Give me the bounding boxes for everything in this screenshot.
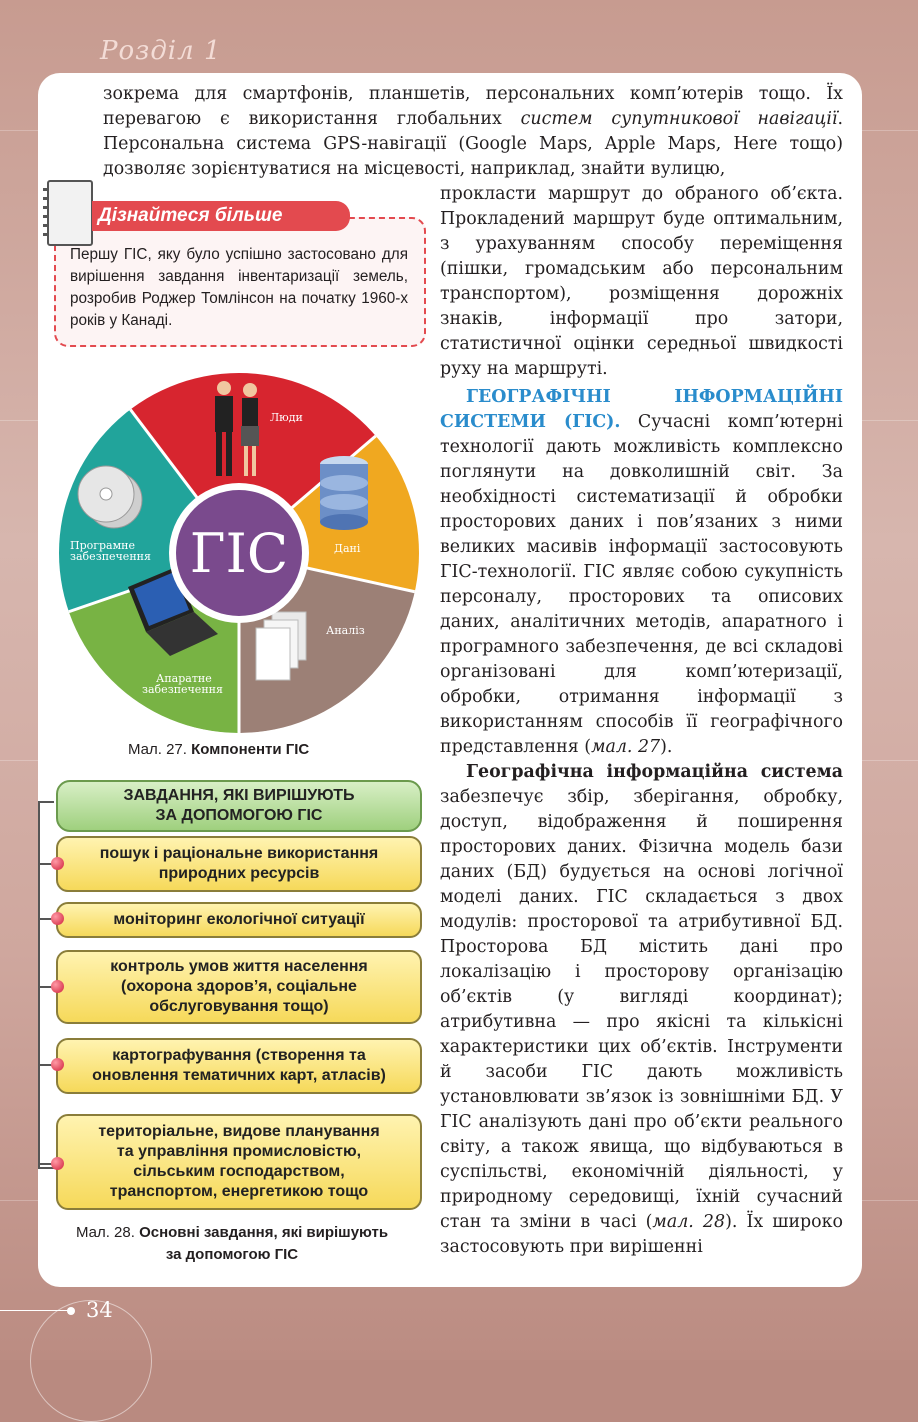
people-label: Люди	[270, 411, 303, 424]
task-line: картографування (створення та	[112, 1047, 366, 1064]
bullet-dot-icon	[51, 912, 64, 925]
task-line: оновлення тематичних карт, атласів)	[92, 1067, 386, 1084]
hardware-label-2: забезпечення	[142, 683, 223, 696]
gis-ref-28: мал. 28	[652, 1212, 726, 1232]
software-label-1: Програмне	[70, 539, 136, 552]
figure28-caption	[42, 1222, 422, 1266]
intro-emphasis: систем супутникової навігації	[520, 109, 838, 129]
analysis-label: Аналіз	[326, 624, 365, 637]
figure27-caption	[128, 741, 309, 758]
tasks-header	[56, 780, 422, 832]
figure28-caption-prefix: Мал. 28.	[75, 1224, 140, 1241]
hardware-label-1: Апаратне	[156, 672, 212, 685]
gis-text-2: забезпечує збір, зберігання, обробку, доступ, відображення й поширення просторових даних. Фізична модель бази даних (БД) будується на основі логічної моделі даних. ГІС складається з двох модулів: просторової та атрибутивної БД. Просторова БД містить дані про локалізацію і просторову організацію об’єктів (у вигляді координат); атрибутивна — про якісні та кількісні характеристики цих об’єктів. Інструменти й засоби ГІС дають можливість установлювати зв’язок із зовнішніми БД. У ГІС аналізують дані про об’єкти реального світу, а також явища, що відбуваються в суспільстві, економічній діяльності, у природному середовищі, їхній сучасний стан та зміни в часі (	[440, 787, 843, 1232]
task-item	[56, 1038, 422, 1094]
bullet-dot-icon	[51, 1058, 64, 1071]
task-item	[56, 950, 422, 1024]
page-number: 34	[86, 1298, 113, 1322]
figure28-caption-title-2: за допомогою ГІС	[165, 1246, 299, 1263]
page-dot	[67, 1307, 75, 1315]
task-item	[56, 1114, 422, 1210]
figure27-caption-prefix: Мал. 27.	[128, 741, 192, 758]
bullet-dot-icon	[51, 980, 64, 993]
database-icon	[320, 456, 368, 530]
gis-definition-term: Географічна інформаційна система	[466, 762, 843, 782]
gis-components-wheel	[58, 372, 420, 734]
task-line: територіальне, видове планування	[98, 1123, 380, 1140]
task-line: транспортом, енергетикою тощо	[109, 1183, 369, 1200]
intro-paragraph	[103, 82, 843, 182]
task-line: та управління промисловістю,	[116, 1143, 362, 1160]
callout-text: Першу ГІС, яку було успішно застосовано для вирішення завдання інвентаризації земель, розробив Роджер Томлінсон на початку 1960-х років у Канаді.	[70, 246, 408, 329]
gis-section	[440, 385, 843, 1260]
center-label: ГІС	[189, 522, 289, 585]
task-line: контроль умов життя населення	[110, 958, 368, 975]
bullet-dot-icon	[51, 857, 64, 870]
bullet-dot-icon	[51, 1157, 64, 1170]
tasks-header-line1: ЗАВДАННЯ, ЯКІ ВИРІШУЮТЬ	[123, 787, 355, 804]
task-line: моніторинг екологічної ситуації	[113, 911, 365, 928]
task-item	[56, 902, 422, 938]
software-label-2: забезпечення	[70, 550, 151, 563]
task-line: пошук і раціональне використання	[99, 845, 379, 862]
gis-text-1-end: ).	[660, 737, 673, 757]
intro-text-a: зокрема для смартфонів, планшетів, персональних комп’ютерів тощо. Їх перевагою є використання глобальних	[103, 84, 843, 129]
callout-title: Дізнайтеся більше	[92, 201, 350, 231]
gis-text-1: Сучасні комп’ютерні технології дають можливість комплексно поглянути на довколишній світ. За необхідності систематизації й обробки просторових даних і пов’язаних з ними великих масивів інформації застосовують ГІС-технології. ГІС являє собою сукупність персоналу, просторових та описових даних, аналітичних методів, апаратного і програмного забезпечення, де всі складові організовані для комп’ютеризації, обробки, отримання інформації з використанням способів її географічного представлення (	[440, 412, 843, 757]
gis-heading: ГЕОГРАФІЧНІ ІНФОРМАЦІЙНІ СИСТЕМИ (ГІС).	[440, 387, 843, 432]
route-text: прокласти маршрут до обраного об’єкта. Прокладений маршрут буде оптимальним, з урахуванням способу переміщення (пішки, громадським або персональним транспортом), розміщення дорожніх знаків, інформації про затори, статистичної оцінки середньої швидкості руху на маршруті.	[440, 184, 843, 379]
section-header: Розділ 1	[100, 36, 222, 66]
figure28-caption-title-1: Основні завдання, які вирішують	[139, 1224, 389, 1241]
task-line: сільським господарством,	[133, 1163, 345, 1180]
gis-text-2-end: ). Їх широко застосовують при вирішенні	[440, 1212, 843, 1257]
gis-ref-27: мал. 27	[591, 737, 661, 757]
figure27-caption-title: Компоненти ГІС	[191, 741, 310, 758]
intro-text-b: . Персональна система GPS-навігації (Google Maps, Apple Maps, Here тощо) дозволяє зорієнтуватися на місцевості, наприклад, знайти вулицю,	[103, 109, 843, 179]
page-rule	[0, 1310, 70, 1311]
task-item	[56, 836, 422, 892]
tasks-header-line2: ЗА ДОПОМОГОЮ ГІС	[155, 807, 323, 824]
task-line: природних ресурсів	[158, 865, 320, 882]
notebook-icon	[47, 180, 93, 246]
task-line: (охорона здоров’я, соціальне	[121, 978, 357, 995]
route-paragraph	[440, 182, 843, 382]
data-label: Дані	[334, 542, 361, 555]
task-line: обслуговування тощо)	[149, 998, 329, 1015]
